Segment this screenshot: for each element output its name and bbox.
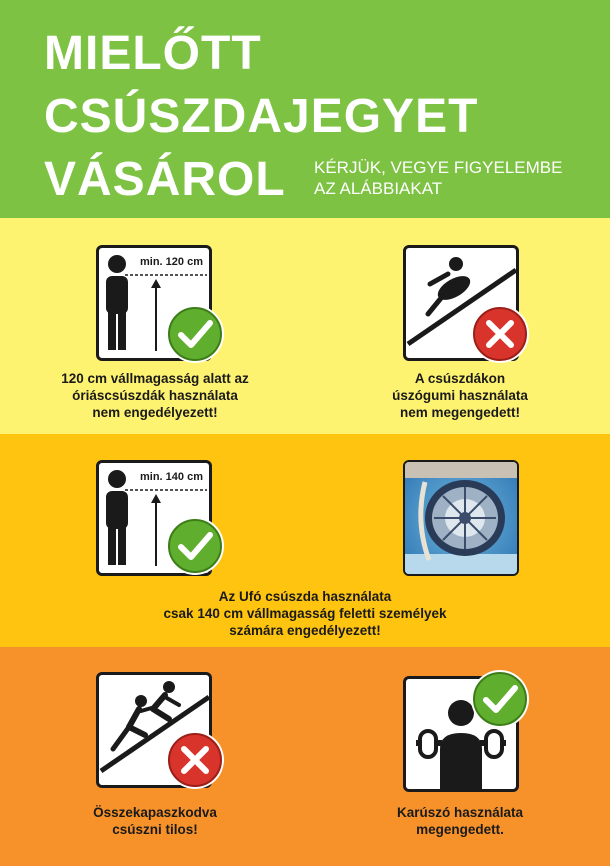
title-line-2: CSÚSZDAJEGYET: [44, 90, 479, 143]
caption-line: Az Ufó csúszda használata: [218, 589, 392, 604]
check-badge-icon: [469, 668, 531, 730]
check-badge-icon: [164, 515, 226, 577]
caption-line: számára engedélyezett!: [229, 623, 381, 638]
caption-line: csúszni tilos!: [112, 822, 198, 837]
caption-line: nem megengedett!: [399, 405, 521, 420]
caption-line: A csúszdákon: [414, 371, 506, 386]
caption-line: megengedett.: [416, 822, 504, 837]
rule-caption-armbands: [370, 804, 550, 838]
header-banner: [0, 0, 610, 218]
subtitle-line-2: AZ ALÁBBIAKAT: [314, 179, 443, 198]
caption-line: csak 140 cm vállmagasság feletti személyek: [163, 606, 447, 621]
rule-caption-holding-together: [60, 804, 250, 838]
rule-caption-ufo-140: [100, 588, 510, 639]
height-label-140: min. 140 cm: [140, 471, 203, 483]
caption-line: Karúszó használata: [396, 805, 524, 820]
caption-line: nem engedélyezett!: [92, 405, 218, 420]
caption-line: Összekapaszkodva: [93, 805, 217, 820]
caption-line: óriáscsúszdák használata: [72, 388, 238, 403]
caption-line: úszógumi használata: [392, 388, 528, 403]
check-badge-icon: [164, 303, 226, 365]
title-line-1: MIELŐTT: [44, 27, 262, 80]
subtitle: [314, 157, 562, 199]
subtitle-line-1: KÉRJÜK, VEGYE FIGYELEMBE: [314, 158, 563, 177]
height-label-120: min. 120 cm: [140, 256, 203, 268]
cross-badge-icon: [164, 729, 226, 791]
rule-caption-swim-ring: [360, 370, 560, 421]
title-line-3: VÁSÁROL: [44, 153, 286, 206]
rule-caption-height-120: [40, 370, 270, 421]
caption-line: 120 cm vállmagasság alatt az: [61, 371, 249, 386]
cross-badge-icon: [469, 303, 531, 365]
ufo-slide-photo: [403, 460, 519, 576]
ufo-slide-photo-image: [405, 462, 517, 574]
